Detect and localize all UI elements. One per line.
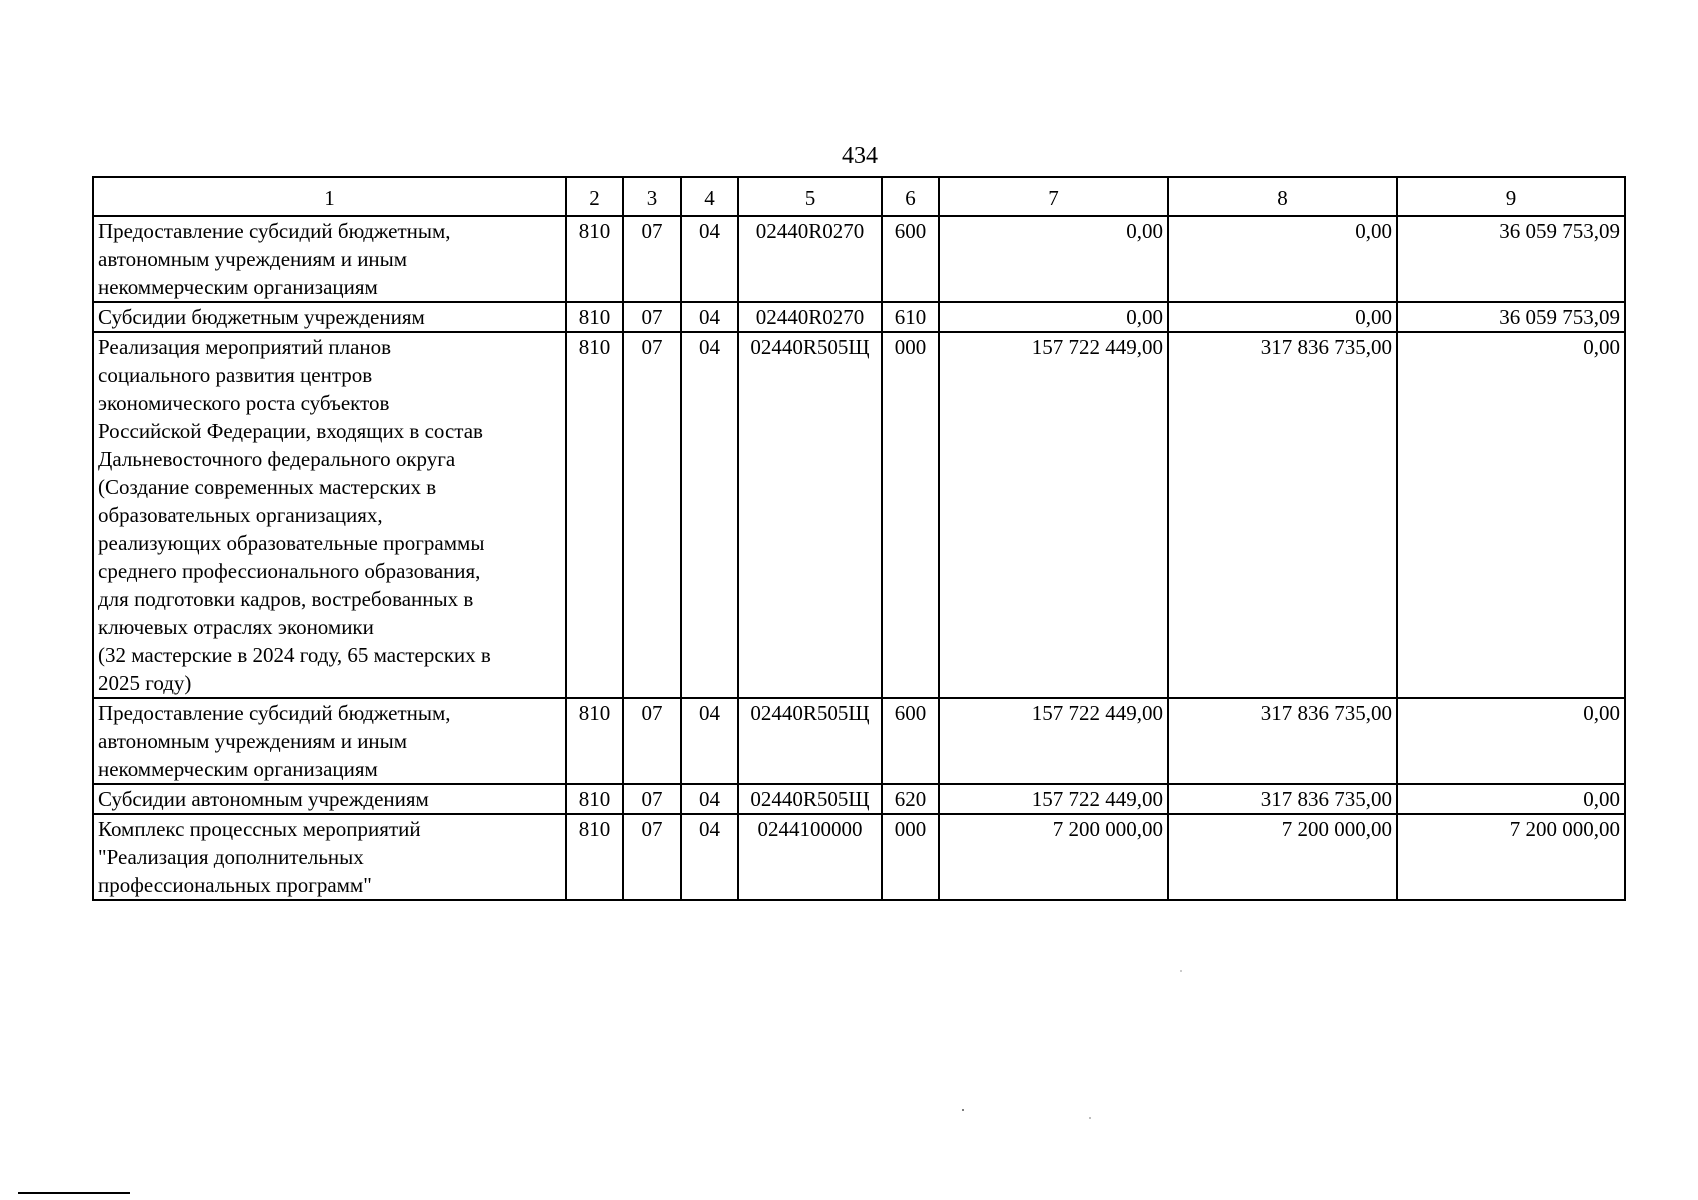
row-code-c3: 07 <box>623 784 681 814</box>
row-code-c2: 810 <box>566 332 623 698</box>
row-amount-c7: 0,00 <box>939 302 1168 332</box>
row-amount-c7: 0,00 <box>939 216 1168 302</box>
row-amount-c9: 0,00 <box>1397 784 1625 814</box>
row-amount-c9: 7 200 000,00 <box>1397 814 1625 900</box>
row-code-c6: 610 <box>882 302 939 332</box>
row-name-line: среднего профессионального образования, <box>98 559 481 583</box>
row-name <box>93 302 566 332</box>
row-name-line: 2025 году) <box>98 671 192 695</box>
scan-speck <box>1089 1117 1091 1119</box>
row-code-c2: 810 <box>566 302 623 332</box>
table-row <box>93 216 1625 302</box>
row-code-c5: 0244100000 <box>738 814 882 900</box>
row-amount-c7: 7 200 000,00 <box>939 814 1168 900</box>
header-row <box>93 177 1625 216</box>
header-col-9: 9 <box>1397 177 1625 216</box>
row-amount-c9: 0,00 <box>1397 332 1625 698</box>
row-code-c6: 620 <box>882 784 939 814</box>
row-name-line: "Реализация дополнительных <box>98 845 364 869</box>
row-name-line: Комплекс процессных мероприятий <box>98 817 421 841</box>
row-name-line: Предоставление субсидий бюджетным, <box>98 701 451 725</box>
row-name-line: автономным учреждениям и иным <box>98 729 408 753</box>
row-amount-c7: 157 722 449,00 <box>939 698 1168 784</box>
row-name-line: профессиональных программ" <box>98 873 372 897</box>
row-amount-c9: 36 059 753,09 <box>1397 302 1625 332</box>
row-amount-c7: 157 722 449,00 <box>939 332 1168 698</box>
row-code-c5: 02440R505Щ <box>738 698 882 784</box>
table-row <box>93 698 1625 784</box>
header-col-7: 7 <box>939 177 1168 216</box>
row-name <box>93 332 566 698</box>
row-amount-c8: 317 836 735,00 <box>1168 332 1397 698</box>
row-name-line: некоммерческим организациям <box>98 275 378 299</box>
row-name-line: реализующих образовательные программы <box>98 531 485 555</box>
row-amount-c9: 0,00 <box>1397 698 1625 784</box>
table-row <box>93 332 1625 698</box>
scan-speck <box>962 1109 964 1111</box>
row-code-c6: 600 <box>882 216 939 302</box>
row-name <box>93 784 566 814</box>
header-col-4: 4 <box>681 177 738 216</box>
row-code-c5: 02440R0270 <box>738 216 882 302</box>
row-name-line: ключевых отраслях экономики <box>98 615 374 639</box>
row-code-c2: 810 <box>566 814 623 900</box>
row-amount-c8: 7 200 000,00 <box>1168 814 1397 900</box>
row-name-line: (Создание современных мастерских в <box>98 475 437 499</box>
row-name-line: социального развития центров <box>98 363 373 387</box>
row-code-c4: 04 <box>681 814 738 900</box>
table-row <box>93 784 1625 814</box>
row-code-c4: 04 <box>681 302 738 332</box>
header-col-1: 1 <box>93 177 566 216</box>
row-code-c6: 000 <box>882 332 939 698</box>
row-code-c3: 07 <box>623 302 681 332</box>
row-name <box>93 216 566 302</box>
row-name-line: экономического роста субъектов <box>98 391 390 415</box>
row-amount-c8: 317 836 735,00 <box>1168 784 1397 814</box>
table-row <box>93 302 1625 332</box>
header-col-6: 6 <box>882 177 939 216</box>
row-code-c4: 04 <box>681 698 738 784</box>
header-col-2: 2 <box>566 177 623 216</box>
row-name-line: Субсидии бюджетным учреждениям <box>98 305 425 329</box>
row-code-c2: 810 <box>566 784 623 814</box>
row-name-line: Реализация мероприятий планов <box>98 335 392 359</box>
row-name <box>93 814 566 900</box>
row-code-c2: 810 <box>566 698 623 784</box>
page-number: 434 <box>842 143 878 169</box>
row-code-c4: 04 <box>681 216 738 302</box>
footer-rule <box>18 1192 130 1194</box>
row-code-c6: 600 <box>882 698 939 784</box>
row-name-line: Дальневосточного федерального округа <box>98 447 456 471</box>
row-name-line: Российской Федерации, входящих в состав <box>98 419 483 443</box>
row-name-line: Субсидии автономным учреждениям <box>98 787 429 811</box>
row-amount-c8: 0,00 <box>1168 302 1397 332</box>
header-col-5: 5 <box>738 177 882 216</box>
header-col-8: 8 <box>1168 177 1397 216</box>
row-code-c6: 000 <box>882 814 939 900</box>
row-code-c5: 02440R505Щ <box>738 332 882 698</box>
row-code-c5: 02440R0270 <box>738 302 882 332</box>
row-name-line: образовательных организациях, <box>98 503 383 527</box>
row-code-c3: 07 <box>623 698 681 784</box>
header-col-3: 3 <box>623 177 681 216</box>
row-name-line: некоммерческим организациям <box>98 757 378 781</box>
row-name <box>93 698 566 784</box>
row-amount-c7: 157 722 449,00 <box>939 784 1168 814</box>
row-code-c4: 04 <box>681 332 738 698</box>
row-code-c5: 02440R505Щ <box>738 784 882 814</box>
scan-speck <box>1180 970 1182 972</box>
row-name-line: Предоставление субсидий бюджетным, <box>98 219 451 243</box>
row-amount-c8: 317 836 735,00 <box>1168 698 1397 784</box>
row-code-c3: 07 <box>623 216 681 302</box>
row-amount-c9: 36 059 753,09 <box>1397 216 1625 302</box>
row-code-c3: 07 <box>623 332 681 698</box>
row-code-c3: 07 <box>623 814 681 900</box>
row-amount-c8: 0,00 <box>1168 216 1397 302</box>
row-name-line: для подготовки кадров, востребованных в <box>98 587 474 611</box>
table-row <box>93 814 1625 900</box>
budget-table <box>92 176 1626 901</box>
row-code-c2: 810 <box>566 216 623 302</box>
row-code-c4: 04 <box>681 784 738 814</box>
row-name-line: автономным учреждениям и иным <box>98 247 408 271</box>
row-name-line: (32 мастерские в 2024 году, 65 мастерских в <box>98 643 491 667</box>
